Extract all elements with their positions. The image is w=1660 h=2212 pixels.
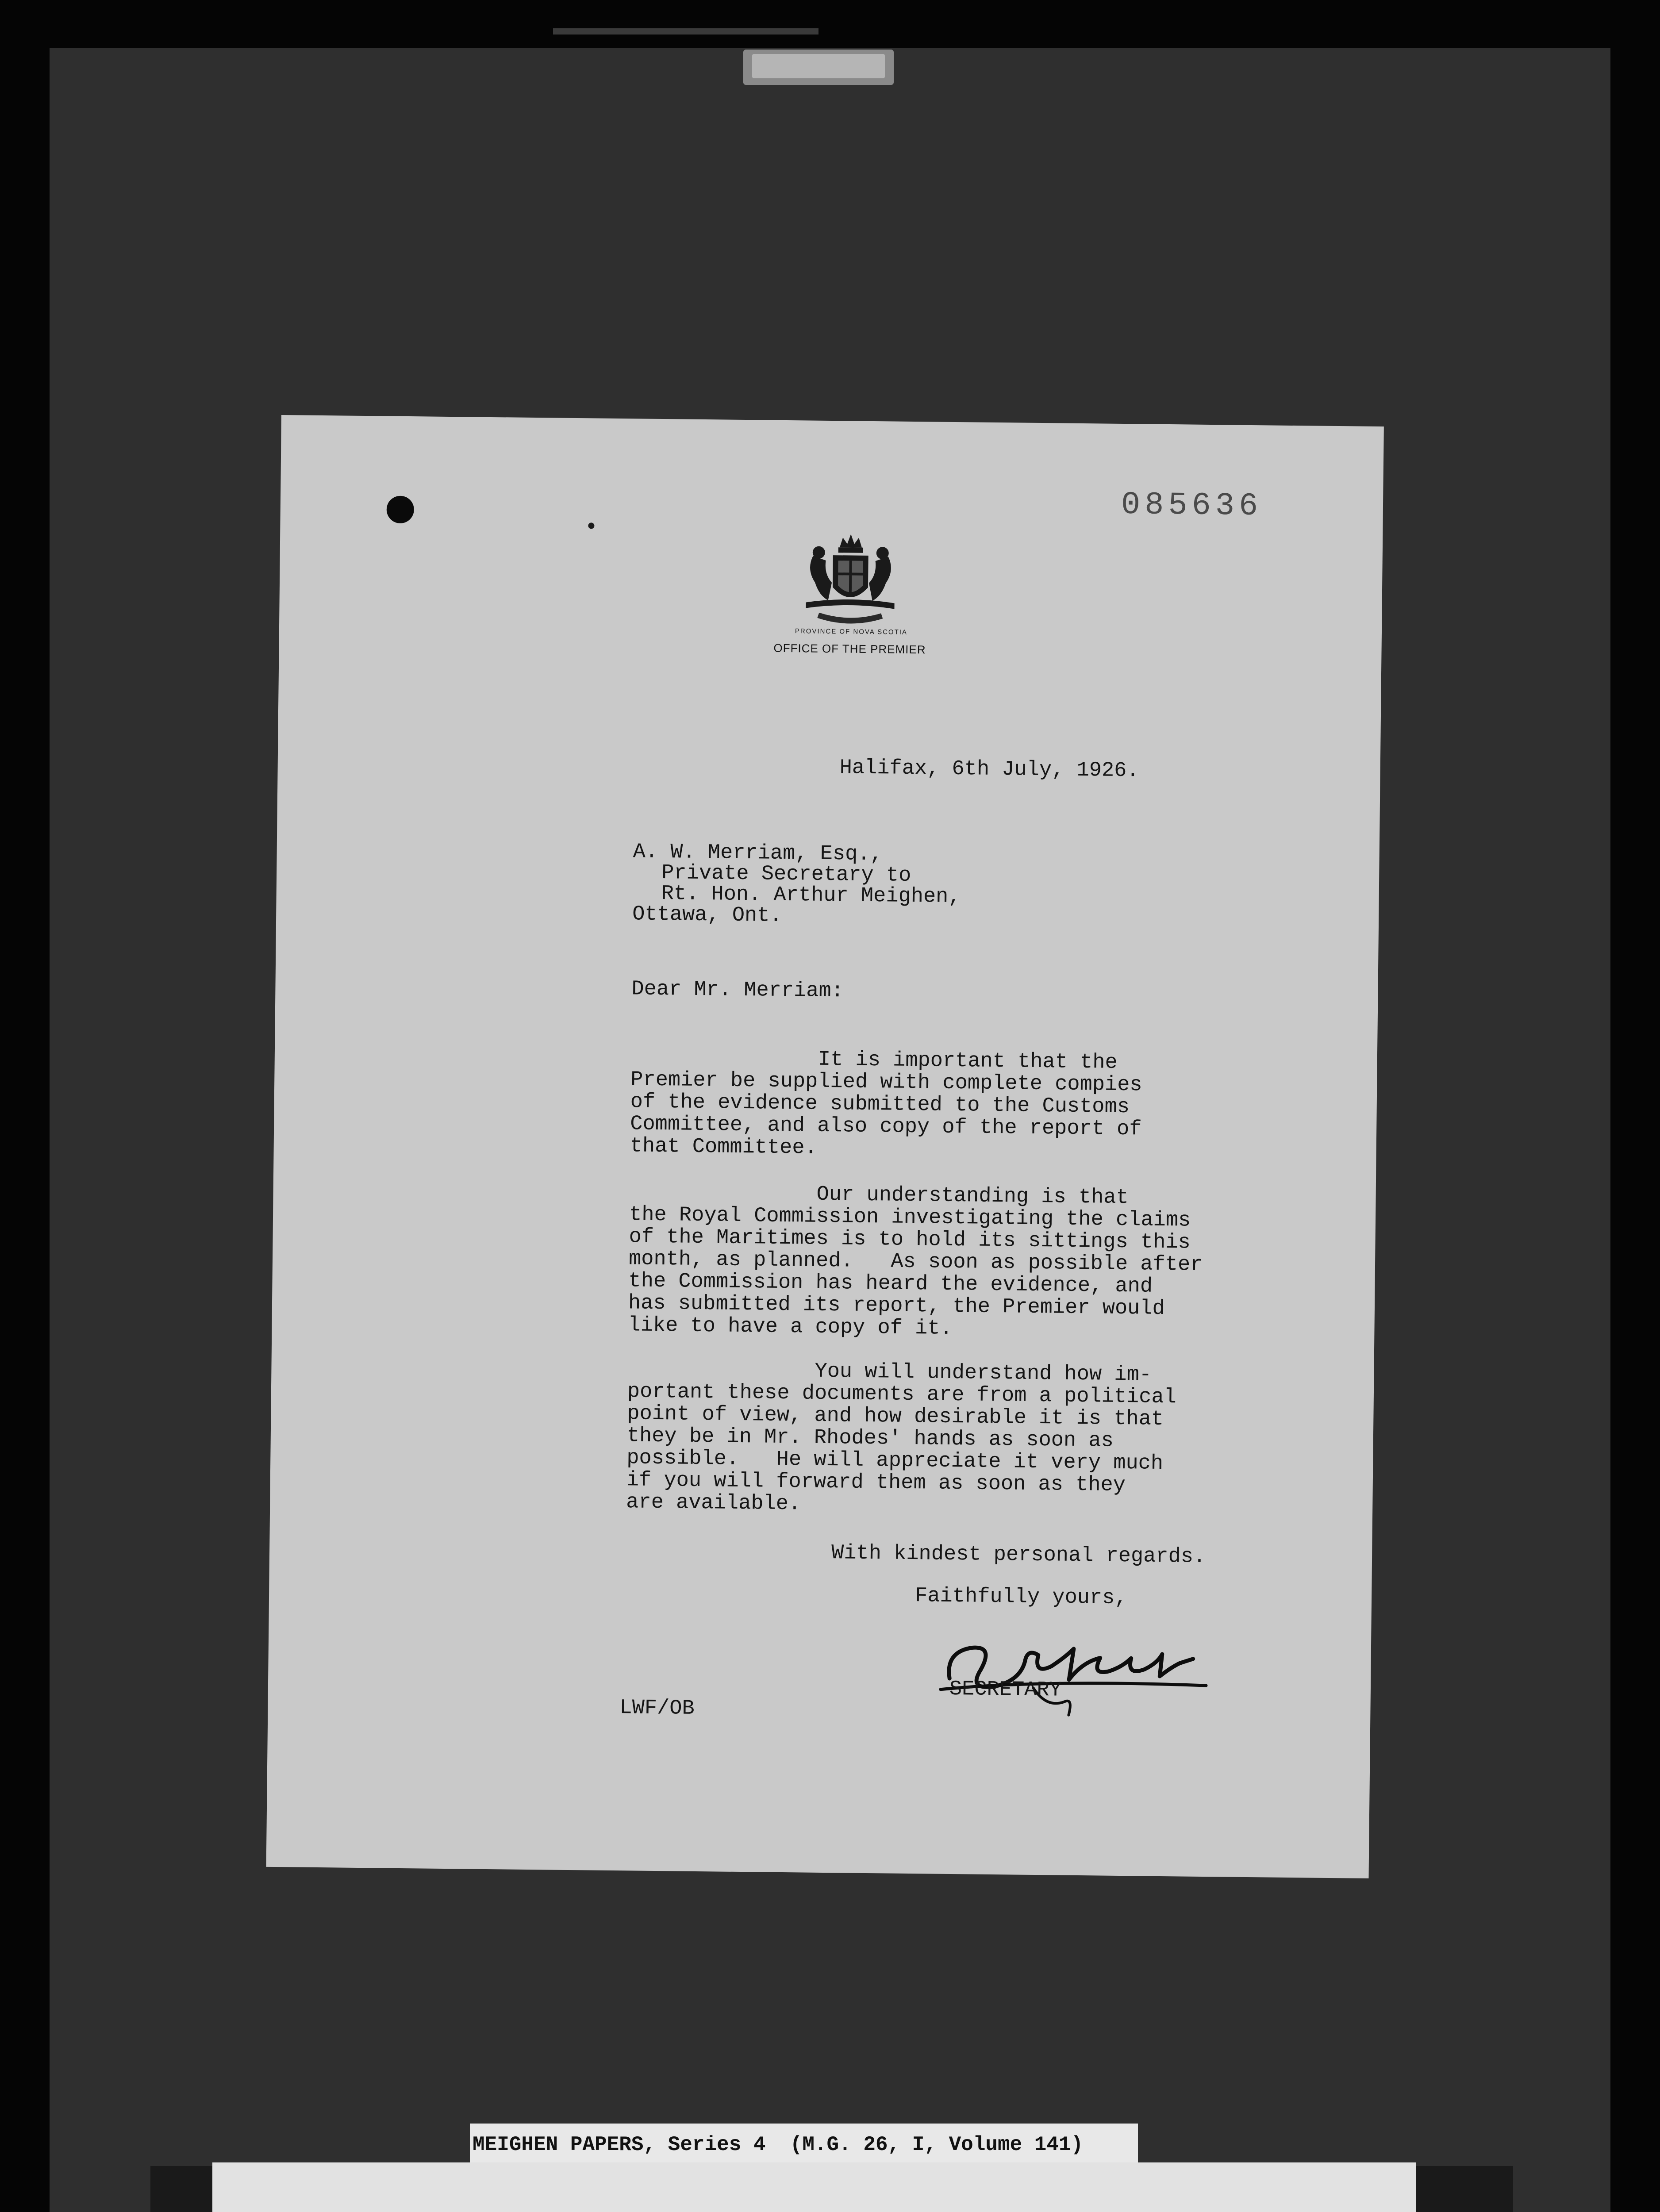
paragraph-line: month, as planned. As soon as possible after (628, 1247, 1203, 1277)
paragraph-line: Premier be supplied with complete compies (630, 1068, 1142, 1097)
signatory-title: SECRETARY (949, 1677, 1062, 1702)
body-paragraph (628, 1182, 1203, 1343)
series-label-text: MEIGHEN PAPERS, Series 4 (M.G. 26, I, Volume 141) (473, 2133, 1084, 2156)
paragraph-line: the Commission has heard the evidence, and (628, 1269, 1153, 1298)
letterhead-office-title: OFFICE OF THE PREMIER (773, 641, 926, 657)
coat-of-arms-icon (788, 529, 913, 632)
address-line: Private Secretary to (661, 861, 911, 887)
paragraph-line: the Royal Commission investigating the claims (629, 1203, 1191, 1233)
address-line: A. W. Merriam, Esq., (633, 840, 883, 867)
paragraph-line: if you will forward them as soon as they (626, 1468, 1126, 1498)
film-clip-tab-inner (752, 54, 885, 78)
paragraph-line: You will understand how im- (627, 1358, 1152, 1387)
reference-initials: LWF/OB (619, 1696, 695, 1720)
paragraph-line: point of view, and how desirable it is that (627, 1402, 1164, 1432)
paragraph-line: that Committee. (630, 1134, 818, 1160)
ink-speck (588, 522, 594, 529)
salutation: Dear Mr. Merriam: (631, 977, 844, 1003)
letter-page (266, 415, 1384, 1878)
paragraph-line: of the Maritimes is to hold its sittings this (629, 1225, 1191, 1255)
paragraph-line: like to have a copy of it. (628, 1313, 953, 1340)
complimentary-closing: Faithfully yours, (915, 1584, 1127, 1610)
document-stamp-number: 085636 (1121, 486, 1263, 525)
address-line: Rt. Hon. Arthur Meighen, (661, 882, 961, 909)
paragraph-line: portant these documents are from a political (627, 1380, 1177, 1409)
paragraph-line: Our understanding is that (629, 1181, 1129, 1210)
archives-card (212, 2162, 1416, 2212)
paragraph-line: possible. He will appreciate it very much (626, 1446, 1164, 1475)
regards-line: With kindest personal regards. (831, 1541, 1206, 1569)
paragraph-line: of the evidence submitted to the Customs (630, 1090, 1130, 1119)
letter-dateline: Halifax, 6th July, 1926. (839, 756, 1139, 783)
handwritten-signature (931, 1612, 1215, 1721)
film-edge-mark (553, 28, 818, 35)
paragraph-line: It is important that the (630, 1046, 1118, 1075)
punch-hole (386, 496, 414, 524)
crest-caption-province: PROVINCE OF NOVA SCOTIA (795, 627, 908, 636)
paragraph-line: they be in Mr. Rhodes' hands as soon as (626, 1424, 1114, 1453)
body-paragraph (626, 1359, 1177, 1519)
paragraph-line: Committee, and also copy of the report of (630, 1112, 1142, 1141)
paragraph-line: are available. (626, 1490, 801, 1516)
address-line: Ottawa, Ont. (632, 902, 782, 928)
body-paragraph (630, 1047, 1142, 1163)
paragraph-line: has submitted its report, the Premier would (628, 1291, 1165, 1321)
